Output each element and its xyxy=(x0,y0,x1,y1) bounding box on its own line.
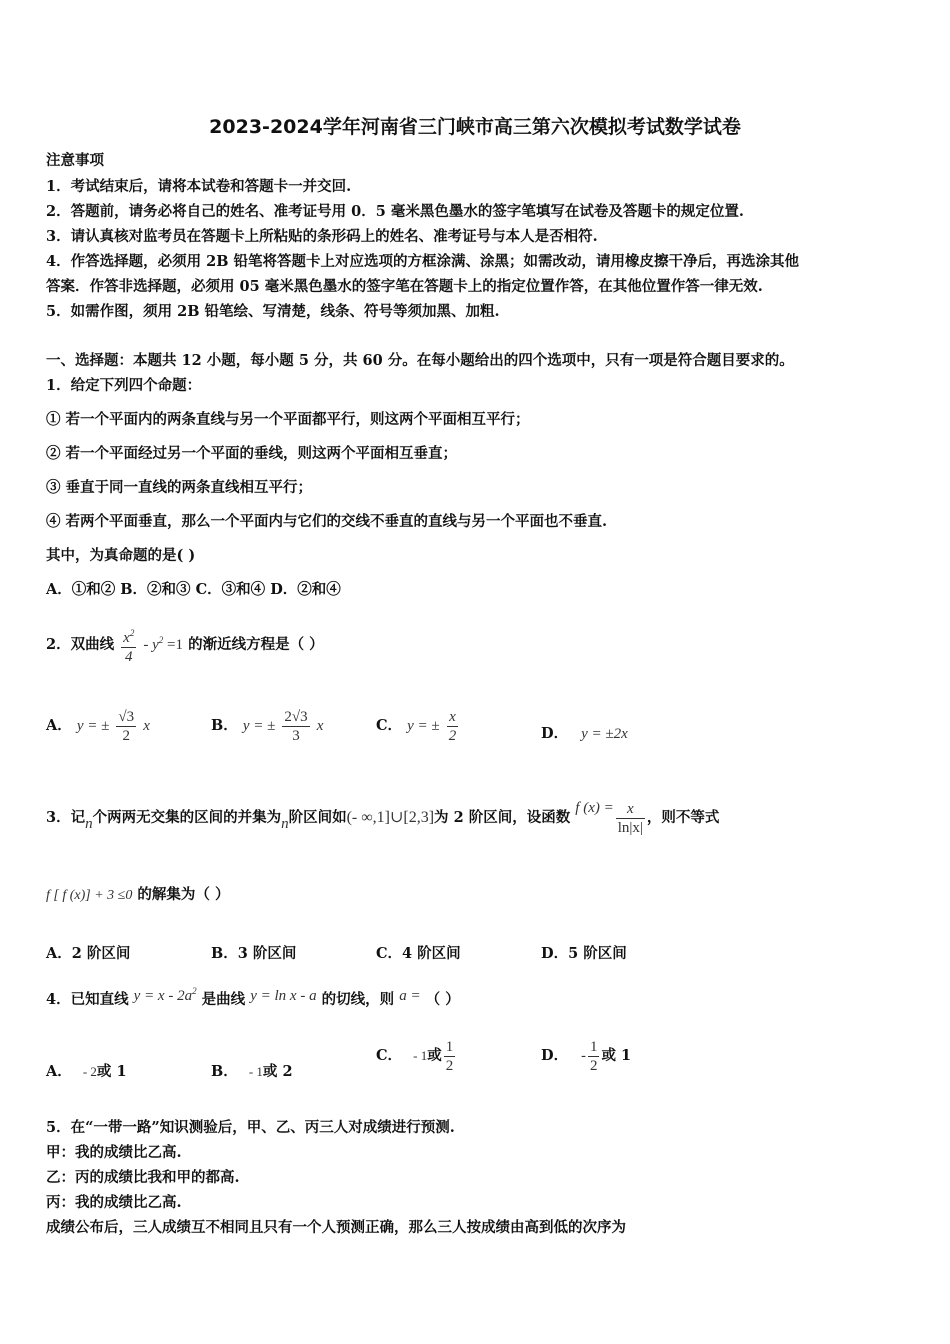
q3-stem: 3．记n个两两无交集的区间的并集为n阶区间如(- ∞,1]∪[2,3]为 2 阶区间，设函数 f (x) = $\frac{x}{\ln|x|}$ ，则不等式 xyxy=(46,800,720,836)
q1-prop-1: ① 若一个平面内的两条直线与另一个平面都平行，则这两个平面相互平行； xyxy=(46,411,530,428)
q1-ask: 其中，为真命题的是( ) xyxy=(46,547,196,564)
q4-option-b: B． - 1或 2 xyxy=(211,1063,293,1080)
q3-option-b: B．3 阶区间 xyxy=(211,945,297,962)
q5-ask: 成绩公布后，三人成绩互不相同且只有一个人预测正确，那么三人按成绩由高到低的次序为 xyxy=(46,1219,626,1236)
notice-item-5: 5．如需作图，须用 2B 铅笔绘、写清楚，线条、符号等须加黑、加粗. xyxy=(46,303,500,320)
q5-bing: 丙：我的成绩比乙高. xyxy=(46,1194,182,1211)
q4-stem: 4．已知直线 $y = x - 2a^2$ 是曲线 y = ln x - a 的切线，则 a = （ ） xyxy=(46,986,460,1008)
q1-prop-3: ③ 垂直于同一直线的两条直线相互平行； xyxy=(46,479,313,496)
section-1-heading: 一、选择题：本题共 12 小题，每小题 5 分，共 60 分。在每小题给出的四个选项中，只有一项是符合题目要求的。 xyxy=(46,352,794,369)
q4-line: $y = x - 2a^2$ xyxy=(133,986,197,1004)
q4-option-d: D． - $\frac{1}{2}$ 或 1 xyxy=(541,1038,632,1074)
q4-option-c: C． - 1或 $\frac{1}{2}$ xyxy=(376,1038,454,1074)
q3-inequality: f [ f (x)] + 3 ≤0 xyxy=(46,888,133,903)
q3-option-c: C．4 阶区间 xyxy=(376,945,461,962)
q2-option-c: C． y = ± $\frac{x}{2}$ xyxy=(376,708,457,744)
q2-prefix: 2．双曲线 xyxy=(46,636,115,653)
q1-prop-2: ② 若一个平面经过另一个平面的垂线，则这两个平面相互垂直； xyxy=(46,445,458,462)
q4-curve: y = ln x - a xyxy=(250,988,317,1004)
notice-item-1: 1．考试结束后，请将本试卷和答题卡一并交回. xyxy=(46,178,352,195)
q3-inequality-line: f [ f (x)] + 3 ≤0 的解集为（ ） xyxy=(46,886,230,903)
q4-option-a: A． - 2或 1 xyxy=(46,1063,127,1080)
notice-heading: 注意事项 xyxy=(46,152,104,169)
q2-option-d: D． y = ±2x xyxy=(541,725,628,742)
notice-item-4-cont: 答案．作答非选择题，必须用 05 毫米黑色墨水的签字笔在答题卡上的指定位置作答，在其他位置作答一律无效. xyxy=(46,278,763,295)
q2-frac-num: $x^2$ xyxy=(121,624,136,648)
q5-jia: 甲：我的成绩比乙高. xyxy=(46,1144,182,1161)
q2-fraction xyxy=(121,624,136,666)
q2-stem xyxy=(46,620,324,666)
q1-stem: 1．给定下列四个命题： xyxy=(46,377,202,394)
notice-item-2: 2．答题前，请务必将自己的姓名、准考证号用 0．5 毫米黑色墨水的签字笔填写在试卷及答题卡的规定位置. xyxy=(46,203,744,220)
q3-interval: (- ∞,1]∪[2,3] xyxy=(346,809,435,826)
q3-option-d: D．5 阶区间 xyxy=(541,945,627,962)
q3-option-a: A．2 阶区间 xyxy=(46,945,131,962)
notice-item-4: 4．作答选择题，必须用 2B 铅笔将答题卡上对应选项的方框涂满、涂黑；如需改动，请用橡皮擦干净后，再选涂其他 xyxy=(46,253,800,270)
q2-frac-den: 4 xyxy=(124,649,133,665)
q2-rest: - $y^2 =1$ xyxy=(143,635,184,653)
q2-option-b: B． y = ± $\frac{2√3}{3}$ x xyxy=(211,708,324,744)
exam-title: 2023-2024学年河南省三门峡市高三第六次模拟考试数学试卷 xyxy=(209,116,741,138)
q5-yi: 乙：丙的成绩比我和甲的都高. xyxy=(46,1169,240,1186)
q1-options: A．①和② B．②和③ C．③和④ D．②和④ xyxy=(46,581,341,598)
q3-function: f (x) = xyxy=(575,800,614,816)
notice-item-3: 3．请认真核对监考员在答题卡上所粘贴的条形码上的姓名、准考证号与本人是否相符. xyxy=(46,228,598,245)
q2-suffix: 的渐近线方程是（ ） xyxy=(188,636,324,653)
q1-prop-4: ④ 若两个平面垂直，那么一个平面内与它们的交线不垂直的直线与另一个平面也不垂直. xyxy=(46,513,608,530)
q5-stem: 5．在“一带一路”知识测验后，甲、乙、丙三人对成绩进行预测. xyxy=(46,1119,455,1136)
q2-option-a: A． y = ± $\frac{√3}{2}$ x xyxy=(46,708,150,744)
